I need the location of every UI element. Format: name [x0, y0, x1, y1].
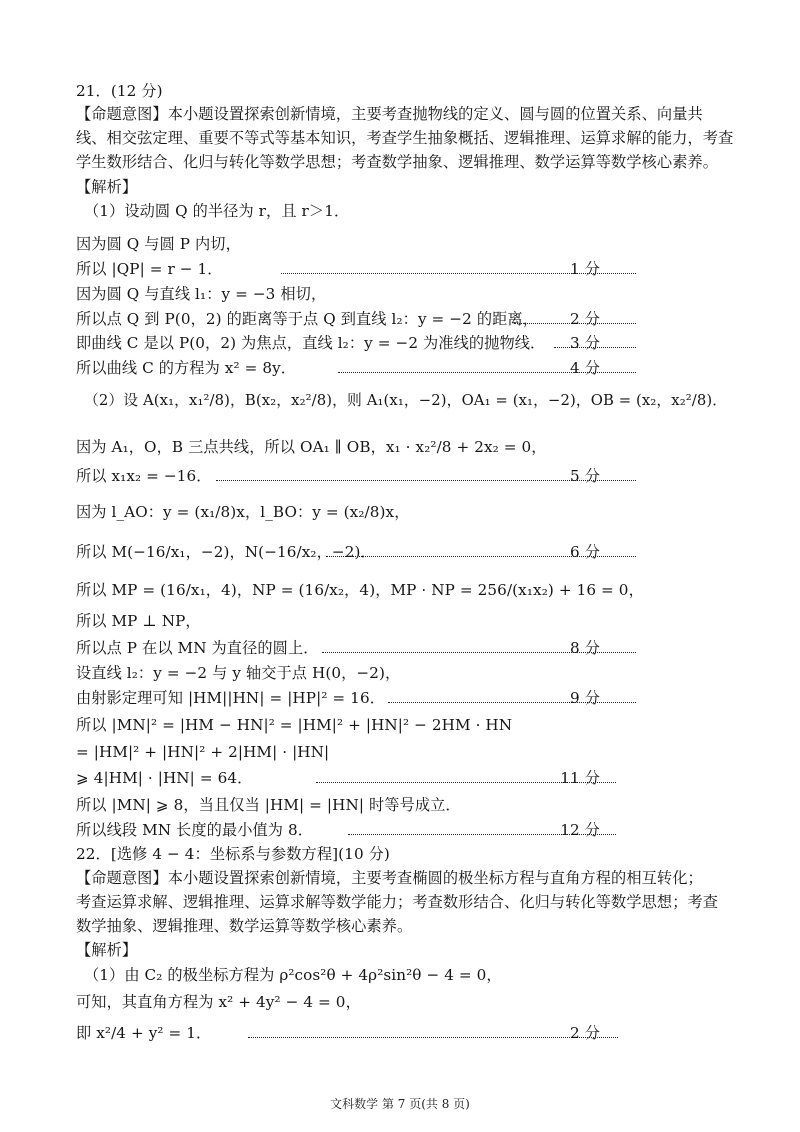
solution-line: 设直线 l₂：y = −2 与 y 轴交于点 H(0，−2)，: [76, 664, 401, 682]
solution-line: = |HM|² + |HN|² + 2|HM| · |HN|: [76, 743, 330, 761]
score-label: 6 分: [570, 543, 600, 561]
q22-header: 22．[选修 4 − 4：坐标系与参数方程](10 分): [76, 845, 390, 863]
solution-line: 即 x²/4 + y² = 1． 2 分: [76, 1022, 736, 1044]
solution-line: 因为 l_AO：y = (x₁/8)x，l_BO：y = (x₂/8)x，: [76, 503, 410, 521]
solution-line: 所以点 P 在以 MN 为直径的圆上． 8 分: [76, 637, 736, 659]
solution-line: 所以 x₁x₂ = −16． 5 分: [76, 465, 736, 487]
score-label: 5 分: [570, 467, 600, 485]
leader-dots: [248, 1036, 618, 1038]
solution-line: 因为圆 Q 与直线 l₁：y = −3 相切，: [76, 285, 327, 303]
score-label: 9 分: [570, 689, 600, 707]
solution-line: （1）由 C₂ 的极坐标方程为 ρ²cos²θ + 4ρ²sin²θ − 4 = 0，: [84, 966, 502, 984]
q22-analysis-label: 【解析】: [76, 941, 138, 959]
solution-line: 可知，其直角方程为 x² + 4y² − 4 = 0，: [76, 993, 361, 1011]
score-label: 1 分: [570, 260, 600, 278]
solution-line: 所以 |QP| = r − 1． 1 分: [76, 258, 736, 280]
q22-intent-line: 【命题意图】本小题设置探索创新情境，主要考查椭圆的极坐标方程与直角方程的相互转化；: [76, 869, 703, 887]
q21-intent-line: 【命题意图】本小题设置探索创新情境，主要考查抛物线的定义、圆与圆的位置关系、向量共: [76, 105, 703, 123]
solution-line: 即曲线 C 是以 P(0，2) 为焦点，直线 l₂：y = −2 为准线的抛物线． 3 分: [76, 332, 736, 354]
score-label: 8 分: [570, 639, 600, 657]
q22-intent-line: 考查运算求解、逻辑推理、运算求解等数学能力；考查数形结合、化归与转化等数学思想；考查: [76, 893, 719, 911]
solution-line: 所以 |MN|² = |HM − HN|² = |HM|² + |HN|² − 2HM · HN: [76, 716, 513, 734]
solution-line: 所以 MP ⊥ NP，: [76, 612, 201, 630]
q21-intent-line: 线、相交弦定理、重要不等式等基本知识，考查学生抽象概括、逻辑推理、运算求解的能力，考查: [76, 129, 734, 147]
solution-line: （2）设 A(x₁，x₁²/8)，B(x₂，x₂²/8)，则 A₁(x₁，−2)，OA₁ = (x₁，−2)，OB = (x₂，x₂²/8)．: [84, 392, 728, 409]
score-label: 3 分: [570, 334, 600, 352]
solution-line: 所以点 Q 到 P(0，2) 的距离等于点 Q 到直线 l₂：y = −2 的距离， 2 分: [76, 308, 736, 330]
solution-line: 所以 |MN| ⩾ 8，当且仅当 |HM| = |HN| 时等号成立．: [76, 796, 461, 814]
solution-line: （1）设动圆 Q 的半径为 r，且 r＞1．: [84, 202, 350, 220]
solution-line: 由射影定理可知 |HM||HN| = |HP|² = 16． 9 分: [76, 687, 736, 709]
solution-line: ⩾ 4|HM| · |HN| = 64． 11 分: [76, 767, 736, 789]
score-label: 2 分: [570, 1024, 600, 1042]
solution-line: 所以 M(−16/x₁，−2)，N(−16/x₂，−2)． 6 分: [76, 541, 736, 563]
solution-line: 因为圆 Q 与圆 P 内切，: [76, 235, 241, 253]
q21-header: 21．(12 分): [76, 82, 163, 100]
score-label: 12 分: [560, 821, 600, 839]
q21-intent-line: 学生数形结合、化归与转化等数学思想；考查数学抽象、逻辑推理、数学运算等数学核心素养。: [76, 153, 719, 171]
score-label: 4 分: [570, 359, 600, 377]
solution-line: 所以曲线 C 的方程为 x² = 8y． 4 分: [76, 357, 736, 379]
page-footer: 文科数学 第 7 页(共 8 页): [330, 1097, 470, 1111]
solution-line: 所以线段 MN 长度的最小值为 8． 12 分: [76, 819, 736, 841]
solution-line: 因为 A₁，O，B 三点共线，所以 OA₁ ∥ OB，x₁ · x₂²/8 + 2x₂ = 0，: [76, 438, 547, 456]
q21-analysis-label: 【解析】: [76, 178, 138, 196]
solution-line: 所以 MP = (16/x₁，4)，NP = (16/x₂，4)，MP · NP = 256/(x₁x₂) + 16 = 0，: [76, 581, 644, 599]
score-label: 11 分: [560, 769, 600, 787]
q22-intent-line: 数学抽象、逻辑推理、数学运算等数学核心素养。: [76, 917, 413, 935]
score-label: 2 分: [570, 310, 600, 328]
